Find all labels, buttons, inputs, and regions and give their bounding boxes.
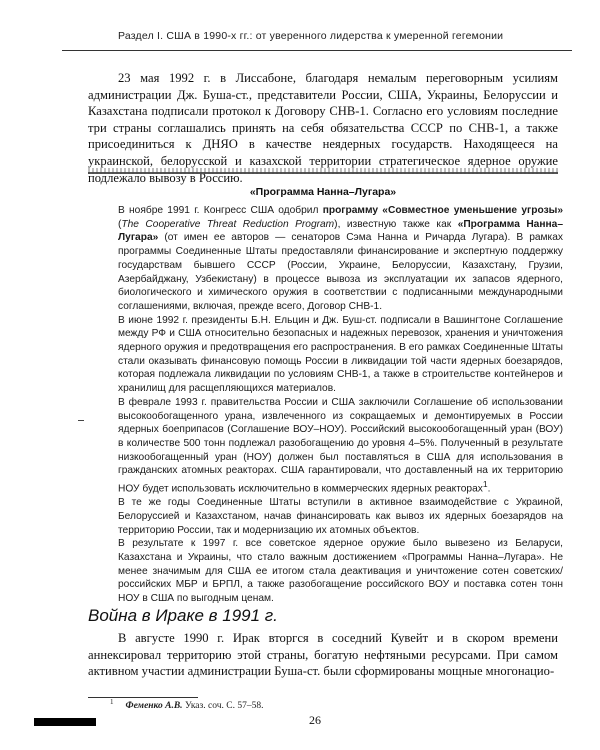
text-run: В ноябре 1991 г. Конгресс США одобрил — [118, 205, 323, 216]
section-heading: Война в Ираке в 1991 г. — [88, 606, 278, 625]
box-ornament — [88, 168, 558, 174]
running-header: Раздел I. США в 1990-х гг.: от уверенного лидерства к умеренной гегемонии — [118, 30, 504, 42]
intro-paragraph: 23 мая 1992 г. в Лиссабоне, благодаря немалым переговорным усилиям администрации Дж. Буша-ст., представители России, США, Украины, Белоруссии и Казахстана подписали протокол к Договору СНВ-1. Согласно его условиям последние три страны соглашались принять на себя обязательства СССР по СНВ-1, а также присоединиться к ДНЯО в качестве неядерных государств. Находящееся на украинской, белорусской и казахской территории стратегическое ядерное оружие подлежало вывозу в Россию. — [88, 71, 558, 185]
section-text — [88, 630, 558, 680]
box-paragraph-3 — [118, 396, 563, 496]
program-alias: «Программа Нанна–Лугара» — [118, 218, 563, 244]
page-number: 26 — [309, 713, 321, 727]
sidebar-box — [88, 172, 563, 605]
margin-tick — [78, 420, 84, 421]
program-name: программу «Совместное уменьшение угрозы» — [322, 205, 563, 216]
page-edge-marker — [34, 718, 96, 726]
footnote — [110, 698, 550, 711]
program-english-name: The Cooperative Threat Reduction Program — [121, 218, 335, 230]
box-paragraph-1 — [118, 204, 563, 314]
box-paragraph-2: В июне 1992 г. президенты Б.Н. Ельцин и Дж. Буш-ст. подписали в Вашингтоне Соглашение между РФ и США относительно безопасных и надежных перевозок, хранения и уничтожения ядерного оружия и предотвращения его распространения. В его рамках Соединенные Штаты стали оказывать финансовую помощь России в ликвидации той части ядерных боезарядов, которая подлежала ликвидации по условиям СНВ-1, а также в строительстве контейнеров и хранилищ для расщепляющихся материалов. — [118, 314, 563, 395]
footnote-marker: 1 — [110, 698, 114, 706]
section-paragraph: В августе 1990 г. Ирак вторгся в соседний Кувейт и в скором времени аннексировал территорию этой страны, богатую нефтяными ресурсами. При самом активном участии администрации Буша-ст. были сформированы мощные многонацио- — [88, 631, 558, 679]
box-title: «Программа Нанна–Лугара» — [249, 186, 397, 198]
text-run: ( — [118, 218, 122, 230]
box-body — [118, 204, 563, 606]
box-paragraph-4: В те же годы Соединенные Штаты вступили в активное взаимодействие с Украиной, Белоруссией и Казахстаном, начав финансировать как вывоз их ядерных боезарядов на территорию России, так и модернизацию их атомных объектов. — [118, 497, 563, 536]
text-run: В феврале 1993 г. правительства России и США заключили Соглашение об использовании высокообогащенного урана, извлеченного из сокращаемых и демонтируемых в России ядерных боеприпасов (Соглашение ВОУ–НОУ). Российский высокообогащенный уран (ВОУ) в количестве 500 тонн подлежал разобогащению до уровня 4–5%. Полученный в результате низкообогащенный уран (НОУ) должен был поставляться в США для использования в гражданских атомных реакторах. США гарантировали, что доставленный на их территорию НОУ будет использовать исключительно в коммерческих ядерных реакторах — [118, 396, 563, 495]
box-paragraph-5: В результате к 1997 г. все советское ядерное оружие было вывезено из Беларуси, Казахстана и Украины, что стало важным достижением «Программы Нанна–Лугара». Не менее значимым для США ее итогом стала деактивация и уничтожение сотен советских/российских МБР и БРПЛ, а также разобогащение российского ВОУ и поставка сотен тонн НОУ в США по выгодным ценам. — [118, 538, 563, 605]
text-run: ), известную также как — [334, 218, 458, 230]
footnote-ref[interactable]: 1 — [482, 479, 488, 490]
header-divider — [62, 50, 572, 51]
text-run: (от имен ее авторов — сенаторов Сэма Нанна и Ричарда Лугара). В рамках программы Соединенные Штаты предоставляли финансирование и экспертную поддержку государствам бывшего СССР (России, Украине, Белоруссии, Казахстану, Грузии, Азербайджану, Узбекистану) в процессе вывоза из эксплуатации их запасов ядерного, биологического и химического оружия в соответствии с подписанными международными соглашениями, включая, прежде всего, Договор СНВ-1. — [118, 232, 563, 312]
text-run: . — [487, 483, 491, 495]
footnote-text: Указ. соч. С. 57–58. — [182, 701, 264, 712]
footnote-author: Феменко А.В. — [125, 701, 183, 712]
